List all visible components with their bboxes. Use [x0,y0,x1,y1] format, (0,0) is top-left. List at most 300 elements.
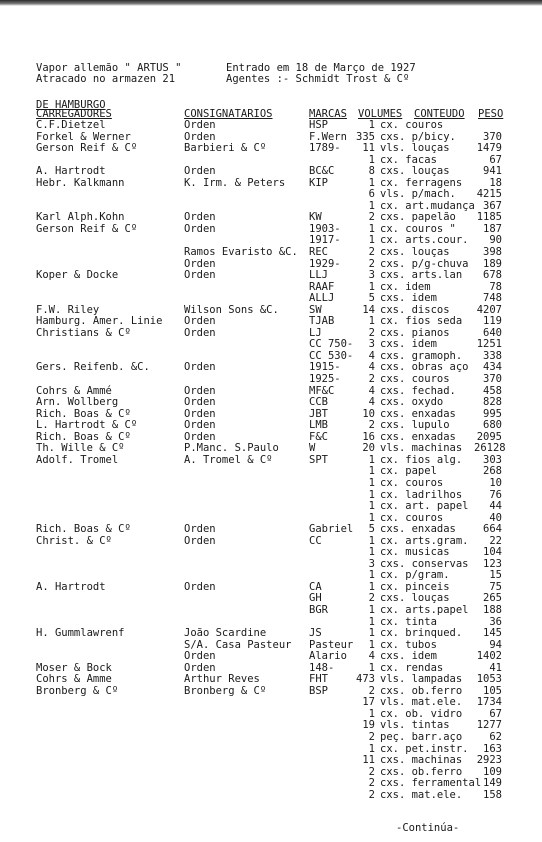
carregador-cell: Rich. Boas & Cº [36,407,131,420]
peso-cell: 76 [489,488,502,501]
consignatario-cell: Wilson Sons &C. [184,303,279,316]
conteudo-cell: cxs. louças [380,246,450,259]
conteudo-cell: cx. couros " [380,222,456,235]
peso-cell: 398 [483,246,502,259]
consignatario-cell: Arthur Reves [184,673,260,686]
table-row [0,120,542,132]
volumes-cell: 1 [368,500,375,513]
agents-line: Agentes :- Schmidt Trost & Cº [226,73,410,85]
conteudo-cell: vls. p/mach. [380,188,456,201]
volumes-cell: 2 [368,730,375,743]
carregador-cell: C.F.Dietzel [36,119,106,131]
peso-cell: 367 [483,199,502,212]
table-row [0,628,542,640]
marca-cell: BC&C [309,165,335,178]
marca-cell: F&C [309,430,328,443]
marca-cell: CA [309,580,322,593]
marca-cell: LMB [309,419,328,432]
marca-cell: 1917- [309,234,341,247]
volumes-cell: 335 [356,130,375,143]
volumes-cell: 1 [368,153,375,166]
table-row [0,466,542,478]
conteudo-cell: cxs. lupulo [380,419,450,432]
marca-cell: KIP [309,176,328,189]
table-row [0,640,542,652]
carregador-cell: Moser & Bock [36,661,112,674]
volumes-cell: 1 [368,315,375,328]
carregador-cell: Gerson Reif & Cº [36,222,138,235]
peso-cell: 149 [483,777,502,790]
conteudo-cell: cxs. arts.lan [380,269,463,282]
carregador-cell: Christians & Cº [36,326,131,339]
peso-cell: 748 [483,292,502,305]
carregador-cell: Christ. & Cº [36,534,112,547]
peso-cell: 104 [483,546,502,559]
volumes-cell: 1 [368,707,375,720]
consignatario-cell: Orden [184,269,216,282]
volumes-cell: 1 [368,119,375,131]
marca-cell: BGR [309,603,328,616]
conteudo-cell: cx. art. papel [380,500,469,513]
peso-cell: 123 [483,557,502,570]
conteudo-cell: cx. brinqued. [380,627,463,640]
table-row [0,362,542,374]
table-row [0,270,542,282]
volumes-cell: 2 [368,765,375,778]
peso-cell: 41 [489,661,502,674]
peso-cell: 163 [483,742,502,755]
peso-cell: 40 [489,511,502,524]
carregador-cell: Adolf. Tromel [36,453,119,466]
carregador-cell: Rich. Boas & Cº [36,523,131,536]
volumes-cell: 3 [368,338,375,351]
peso-cell: 680 [483,419,502,432]
conteudo-cell: cx. couros [380,511,444,524]
conteudo-cell: cxs. ob.ferro [380,765,463,778]
volumes-cell: 4 [368,349,375,362]
volumes-cell: 19 [362,719,375,732]
volumes-cell: 5 [368,523,375,536]
marca-cell: HSP [309,119,328,131]
volumes-cell: 2 [368,777,375,790]
carregador-cell: A. Hartrodt [36,580,106,593]
volumes-cell: 1 [368,488,375,501]
table-row [0,709,542,721]
table-row [0,455,542,467]
marca-cell: W [309,442,316,455]
conteudo-cell: cx. couros [380,476,444,489]
scan-top-edge [0,0,542,6]
table-row [0,501,542,513]
peso-cell: 4207 [476,303,502,316]
marca-cell: 1789- [309,142,341,155]
conteudo-cell: cx. tinta [380,615,437,628]
conteudo-cell: cxs. ferramental [380,777,482,790]
peso-cell: 4215 [476,188,502,201]
peso-cell: 1402 [476,650,502,663]
consignatario-cell: Orden [184,534,216,547]
volumes-cell: 1 [368,627,375,640]
conteudo-cell: cxs. couros [380,373,450,386]
conteudo-cell: cx. idem [380,280,431,293]
consignatario-cell: Orden [184,650,216,663]
marca-cell: 1929- [309,257,341,270]
peso-cell: 1185 [476,211,502,224]
peso-cell: 995 [483,407,502,420]
carregador-cell: Cohrs & Amme [36,673,112,686]
peso-cell: 109 [483,765,502,778]
peso-cell: 664 [483,523,502,536]
consignatario-cell: P.Manc. S.Paulo [184,442,279,455]
table-row [0,605,542,617]
conteudo-cell: cxs. idem [380,292,437,305]
table-row [0,778,542,790]
peso-cell: 265 [483,592,502,605]
peso-cell: 67 [489,153,502,166]
marca-cell: 1903- [309,222,341,235]
volumes-cell: 3 [368,269,375,282]
column-header-consignatarios: CONSIGNATARIOS [184,108,273,120]
conteudo-cell: cxs. p/bicy. [380,130,456,143]
volumes-cell: 2 [368,257,375,270]
peso-cell: 90 [489,234,502,247]
conteudo-cell: cxs. pianos [380,326,450,339]
marca-cell: LJ [309,326,322,339]
marca-cell: Gabriel [309,523,354,536]
table-row [0,282,542,294]
volumes-cell: 4 [368,396,375,409]
conteudo-cell: vls. tintas [380,719,450,732]
conteudo-cell: cxs. enxadas [380,407,456,420]
peso-cell: 94 [489,638,502,651]
carregador-cell: Arn. Wollberg [36,396,119,409]
volumes-cell: 1 [368,280,375,293]
peso-cell: 370 [483,373,502,386]
conteudo-cell: cxs. ob.ferro [380,684,463,697]
peso-cell: 2095 [476,430,502,443]
peso-cell: 2923 [476,754,502,767]
table-row [0,582,542,594]
volumes-cell: 2 [368,373,375,386]
volumes-cell: 2 [368,326,375,339]
cargo-table-body [0,120,542,801]
consignatario-cell: Orden [184,580,216,593]
volumes-cell: 1 [368,638,375,651]
marca-cell: GH [309,592,322,605]
ship-name-line: Vapor allemão " ARTUS " [36,62,182,74]
conteudo-cell: cxs. enxadas [380,430,456,443]
peso-cell: 828 [483,396,502,409]
peso-cell: 1479 [476,142,502,155]
peso-cell: 303 [483,453,502,466]
volumes-cell: 2 [368,684,375,697]
conteudo-cell: cx. fios seda [380,315,463,328]
column-header-carregadores: CARREGADORES [36,108,112,120]
conteudo-cell: cx. papel [380,465,437,478]
peso-cell: 1734 [476,696,502,709]
conteudo-cell: cx. musicas [380,546,450,559]
conteudo-cell: cxs. obras aço [380,361,469,374]
marca-cell: 1915- [309,361,341,374]
conteudo-cell: cxs. conservas [380,557,469,570]
volumes-cell: 1 [368,511,375,524]
consignatario-cell: S/A. Casa Pasteur [184,638,292,651]
peso-cell: 941 [483,165,502,178]
table-row [0,755,542,767]
volumes-cell: 1 [368,453,375,466]
volumes-cell: 8 [368,165,375,178]
carregador-cell: Hamburg. Amer. Linie [36,315,163,328]
volumes-cell: 10 [362,407,375,420]
marca-cell: SW [309,303,322,316]
conteudo-cell: cx. p/gram. [380,569,450,582]
peso-cell: 67 [489,707,502,720]
volumes-cell: 1 [368,569,375,582]
marca-cell: CCB [309,396,328,409]
peso-cell: 1277 [476,719,502,732]
consignatario-cell: Barbieri & Cº [184,142,267,155]
peso-cell: 75 [489,580,502,593]
marca-cell: CC 750- [309,338,354,351]
marca-cell: KW [309,211,322,224]
peso-cell: 640 [483,326,502,339]
carregador-cell: Koper & Docke [36,269,119,282]
volumes-cell: 2 [368,592,375,605]
volumes-cell: 1 [368,661,375,674]
volumes-cell: 1 [368,615,375,628]
peso-cell: 22 [489,534,502,547]
volumes-cell: 2 [368,419,375,432]
table-row [0,478,542,490]
table-row [0,178,542,190]
conteudo-cell: cxs. louças [380,592,450,605]
peso-cell: 119 [483,315,502,328]
marca-cell: CC 530- [309,349,354,362]
conteudo-cell: cxs. discos [380,303,450,316]
carregador-cell: Bronberg & Cº [36,684,119,697]
volumes-cell: 20 [362,442,375,455]
peso-cell: 268 [483,465,502,478]
column-header-peso: PESO [478,108,504,120]
carregador-cell: Forkel & Werner [36,130,131,143]
carregador-cell: Th. Wille & Cº [36,442,125,455]
conteudo-cell: cx. couros [380,119,444,131]
table-row [0,328,542,340]
peso-cell: 145 [483,627,502,640]
consignatario-cell: A. Tromel & Cº [184,453,273,466]
peso-cell: 62 [489,730,502,743]
volumes-cell: 16 [362,430,375,443]
conteudo-cell: cx. tubos [380,638,437,651]
table-row [0,536,542,548]
conteudo-cell: cx. pinceis [380,580,450,593]
conteudo-cell: cx. pet.instr. [380,742,469,755]
consignatario-cell: Bronberg & Cº [184,684,267,697]
conteudo-cell: cx. ferragens [380,176,463,189]
conteudo-cell: cxs. idem [380,338,437,351]
consignatario-cell: Orden [184,165,216,178]
table-row [0,374,542,386]
consignatario-cell: João Scardine [184,627,267,640]
conteudo-cell: cx. ladrilhos [380,488,463,501]
carregador-cell: Karl Alph.Kohn [36,211,125,224]
conteudo-cell: cx. art.mudança [380,199,475,212]
peso-cell: 44 [489,500,502,513]
conteudo-cell: vls. louças [380,142,450,155]
carregador-cell: F.W. Riley [36,303,100,316]
conteudo-cell: cx. arts.gram. [380,534,469,547]
volumes-cell: 1 [368,476,375,489]
volumes-cell: 11 [362,142,375,155]
volumes-cell: 11 [362,754,375,767]
conteudo-cell: vls. lampadas [380,673,463,686]
carregador-cell: Gers. Reifenb. &C. [36,361,150,374]
marca-cell: Pasteur [309,638,354,651]
volumes-cell: 2 [368,211,375,224]
conteudo-cell: cxs. p/g-chuva [380,257,469,270]
marca-cell: JS [309,627,322,640]
conteudo-cell: cx. arts.papel [380,603,469,616]
peso-cell: 458 [483,384,502,397]
consignatario-cell: Orden [184,315,216,328]
marca-cell: FHT [309,673,328,686]
conteudo-cell: cx. fios alg. [380,453,463,466]
volumes-cell: 1 [368,199,375,212]
marca-cell: 148- [309,661,335,674]
conteudo-cell: cxs. mat.ele. [380,788,463,801]
conteudo-cell: peç. barr.aço [380,730,463,743]
column-header-conteudo: CONTEUDO [414,108,465,120]
marca-cell: Alario [309,650,347,663]
consignatario-cell: Orden [184,396,216,409]
volumes-cell: 1 [368,222,375,235]
conteudo-cell: cx. rendas [380,661,444,674]
conteudo-cell: cxs. gramoph. [380,349,463,362]
volumes-cell: 2 [368,788,375,801]
volumes-cell: 1 [368,603,375,616]
marca-cell: JBT [309,407,328,420]
conteudo-cell: cxs. machinas [380,754,463,767]
conteudo-cell: vls. machinas [380,442,463,455]
carregador-cell: Hebr. Kalkmann [36,176,125,189]
peso-cell: 188 [483,603,502,616]
peso-cell: 338 [483,349,502,362]
volumes-cell: 2 [368,246,375,259]
marca-cell: RAAF [309,280,335,293]
peso-cell: 187 [483,222,502,235]
warehouse-line: Atracado no armazen 21 [36,73,176,85]
conteudo-cell: cxs. papelão [380,211,456,224]
volumes-cell: 4 [368,361,375,374]
volumes-cell: 4 [368,384,375,397]
marca-cell: LLJ [309,269,328,282]
volumes-cell: 4 [368,650,375,663]
peso-cell: 1053 [476,673,502,686]
consignatario-cell: K. Irm. & Peters [184,176,286,189]
consignatario-cell: Orden [184,384,216,397]
table-row [0,143,542,155]
peso-cell: 158 [483,788,502,801]
peso-cell: 105 [483,684,502,697]
table-row [0,397,542,409]
consignatario-cell: Orden [184,326,216,339]
table-row [0,247,542,259]
conteudo-cell: cxs. louças [380,165,450,178]
peso-cell: 434 [483,361,502,374]
volumes-cell: 6 [368,188,375,201]
table-row [0,559,542,571]
carregador-cell: H. Gummlawrenf [36,627,125,640]
marca-cell: 1925- [309,373,341,386]
continued-note: -Continúa- [396,822,460,834]
volumes-cell: 473 [356,673,375,686]
volumes-cell: 14 [362,303,375,316]
peso-cell: 18 [489,176,502,189]
conteudo-cell: cxs. fechad. [380,384,456,397]
volumes-cell: 1 [368,580,375,593]
consignatario-cell: Orden [184,661,216,674]
carregador-cell: Cohrs & Ammé [36,384,112,397]
table-row [0,790,542,802]
carregador-cell: A. Hartrodt [36,165,106,178]
consignatario-cell: Orden [184,119,216,131]
peso-cell: 189 [483,257,502,270]
carregador-cell: Rich. Boas & Cº [36,430,131,443]
marca-cell: BSP [309,684,328,697]
consignatario-cell: Orden [184,430,216,443]
peso-cell: 678 [483,269,502,282]
volumes-cell: 1 [368,546,375,559]
marca-cell: SPT [309,453,328,466]
consignatario-cell: Ramos Evaristo &C. [184,246,298,259]
volumes-cell: 1 [368,534,375,547]
consignatario-cell: Orden [184,222,216,235]
carregador-cell: Gerson Reif & Cº [36,142,138,155]
marca-cell: F.Wern [309,130,347,143]
marca-cell: ALLJ [309,292,335,305]
volumes-cell: 1 [368,742,375,755]
volumes-cell: 5 [368,292,375,305]
conteudo-cell: cxs. idem [380,650,437,663]
volumes-cell: 17 [362,696,375,709]
consignatario-cell: Orden [184,130,216,143]
consignatario-cell: Orden [184,419,216,432]
consignatario-cell: Orden [184,523,216,536]
conteudo-cell: cxs. enxadas [380,523,456,536]
consignatario-cell: Orden [184,361,216,374]
conteudo-cell: vls. mat.ele. [380,696,463,709]
peso-cell: 15 [489,569,502,582]
volumes-cell: 1 [368,234,375,247]
section-origin-title: DE HAMBURGO [36,99,106,111]
marca-cell: CC [309,534,322,547]
table-row [0,524,542,536]
conteudo-cell: cx. ob. vidro [380,707,463,720]
table-row [0,732,542,744]
conteudo-cell: cxs. oxydo [380,396,444,409]
table-row [0,651,542,663]
volumes-cell: 1 [368,465,375,478]
conteudo-cell: cx. arts.cour. [380,234,469,247]
peso-cell: 10 [489,476,502,489]
marca-cell: REC [309,246,328,259]
volumes-cell: 3 [368,557,375,570]
peso-cell: 1251 [476,338,502,351]
column-header-marcas: MARCAS [309,108,347,120]
carregador-cell: L. Hartrodt & Cº [36,419,138,432]
consignatario-cell: Orden [184,257,216,270]
peso-cell: 78 [489,280,502,293]
